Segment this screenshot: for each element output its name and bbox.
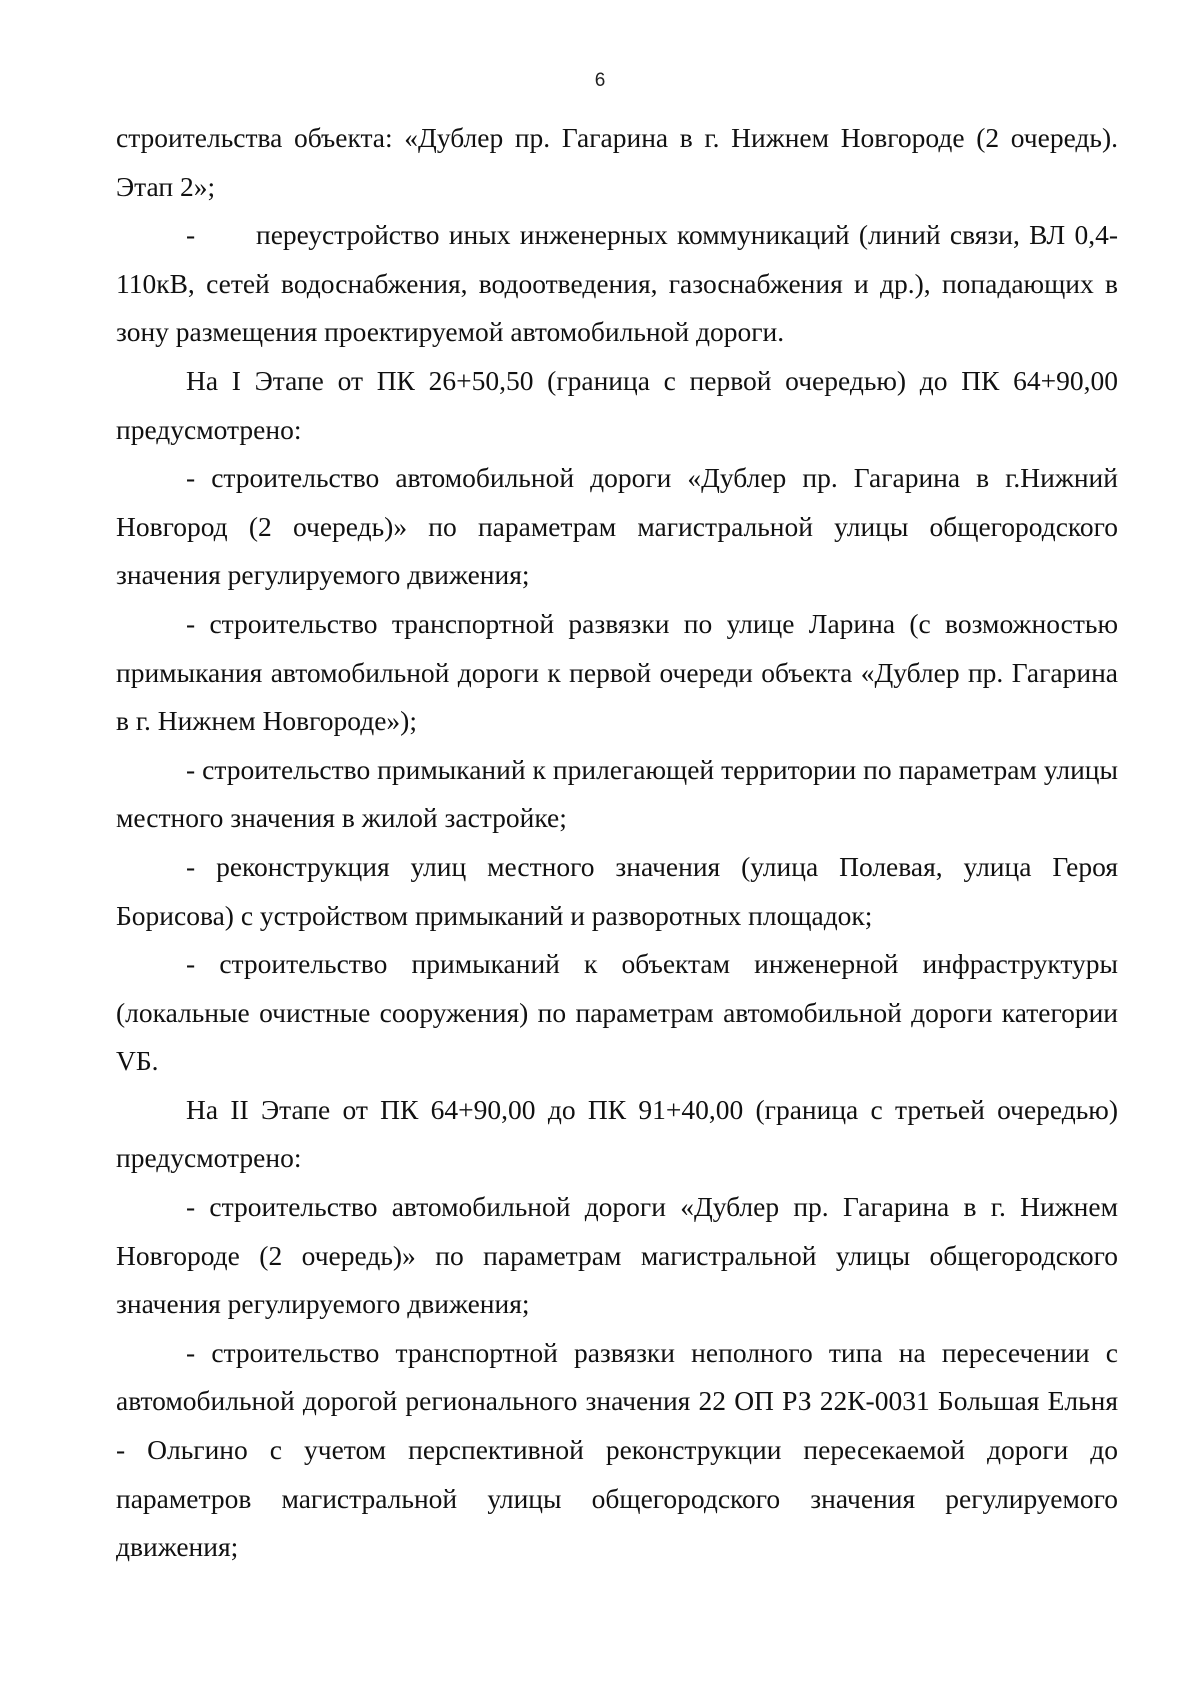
paragraph-stage-two-interchange: - строительство транспортной развязки неполного типа на пересечении с автомобильной дорогой регионального значения 22 ОП РЗ 22К-0031 Большая Ельня - Ольгино с учетом перспективной реконструкции пересекаемой дороги до параметров магистральной улицы общегородского значения регулируемого движения;: [116, 1336, 1118, 1563]
paragraph-continuation: строительства объекта: «Дублер пр. Гагарина в г. Нижнем Новгороде (2 очередь). Этап 2»;: [116, 122, 1118, 202]
paragraph-stage-one-adjacent: - строительство примыканий к прилегающей территории по параметрам улицы местного значения в жилой застройке;: [116, 753, 1118, 834]
paragraph-stage-two-road: - строительство автомобильной дороги «Дублер пр. Гагарина в г. Нижнем Новгороде (2 очередь)» по параметрам магистральной улицы общегородского значения регулируемого движения;: [116, 1191, 1118, 1320]
paragraph-stage-one-infrastructure: - строительство примыканий к объектам инженерной инфраструктуры (локальные очистные сооружения) по параметрам автомобильной дороги категории VБ.: [116, 948, 1118, 1077]
paragraph-stage-one-intro: На I Этапе от ПК 26+50,50 (граница с первой очередью) до ПК 64+90,00 предусмотрено:: [116, 364, 1118, 445]
page-number: 6: [594, 70, 606, 91]
list-dash: -: [186, 219, 196, 251]
document-body: [116, 114, 1118, 1572]
paragraph-stage-one-reconstruction: - реконструкция улиц местного значения (улица Полевая, улица Героя Борисова) с устройством примыканий и разворотных площадок;: [116, 850, 1118, 931]
paragraph-stage-one-road: - строительство автомобильной дороги «Дублер пр. Гагарина в г.Нижний Новгород (2 очередь)» по параметрам магистральной улицы общегородского значения регулируемого движения;: [116, 462, 1118, 591]
paragraph-stage-two-intro: На II Этапе от ПК 64+90,00 до ПК 91+40,00 (граница с третьей очередью) предусмотрено:: [116, 1093, 1118, 1174]
paragraph-stage-one-interchange: - строительство транспортной развязки по улице Ларина (с возможностью примыкания автомобильной дороги к первой очереди объекта «Дублер пр. Гагарина в г. Нижнем Новгороде»);: [116, 607, 1118, 737]
paragraph-list-item-utilities: [116, 211, 1118, 357]
list-item-text: переустройство иных инженерных коммуникаций (линий связи, ВЛ 0,4-110кВ, сетей водоснабжения, водоотведения, газоснабжения и др.), попадающих в зону размещения проектируемой автомобильной дороги.: [116, 219, 1118, 348]
